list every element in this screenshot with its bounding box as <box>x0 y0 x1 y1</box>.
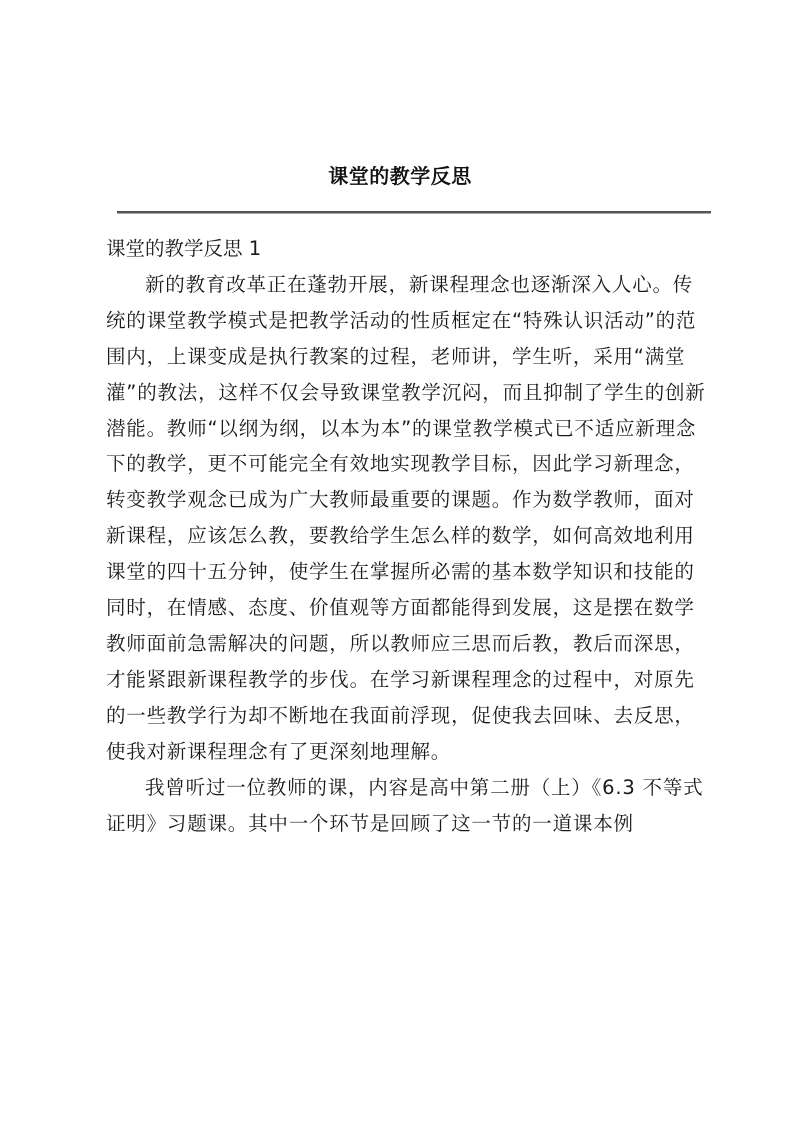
section-heading: 课堂的教学反思 1 <box>106 237 262 260</box>
title-divider <box>117 211 711 213</box>
paragraph-1: 新的教育改革正在蓬勃开展，新课程理念也逐渐深入人心。传统的课堂教学模式是把教学活动的性质框定在“特殊认识活动”的范围内，上课变成是执行教案的过程，老师讲，学生听，采用“满堂灌”的教法，这样不仅会导致课堂教学沉闷，而且抑制了学生的创新潜能。教师“以纲为纲，以本为本”的课堂教学模式已不适应新理念下的教学，更不可能完全有效地实现教学目标，因此学习新理念，转变教学观念已成为广大教师最重要的课题。作为数学教师，面对新课程，应该怎么教，要教给学生怎么样的数学，如何高效地利用课堂的四十五分钟，使学生在掌握所必需的基本数学知识和技能的同时，在情感、态度、价值观等方面都能得到发展，这是摆在数学教师面前急需解决的问题，所以教师应三思而后教，教后而深思，才能紧跟新课程教学的步伐。在学习新课程理念的过程中，对原先的一些教学行为却不断地在我面前浮现，促使我去回味、去反思，使我对新课程理念有了更深刻地理解。 <box>106 272 706 763</box>
document-title: 课堂的教学反思 <box>328 164 472 188</box>
paragraph-2: 我曾听过一位教师的课，内容是高中第二册（上）《6.3 不等式证明》习题课。其中一个环节是回顾了这一节的一道课本例 <box>106 775 704 835</box>
document-body <box>106 231 710 841</box>
